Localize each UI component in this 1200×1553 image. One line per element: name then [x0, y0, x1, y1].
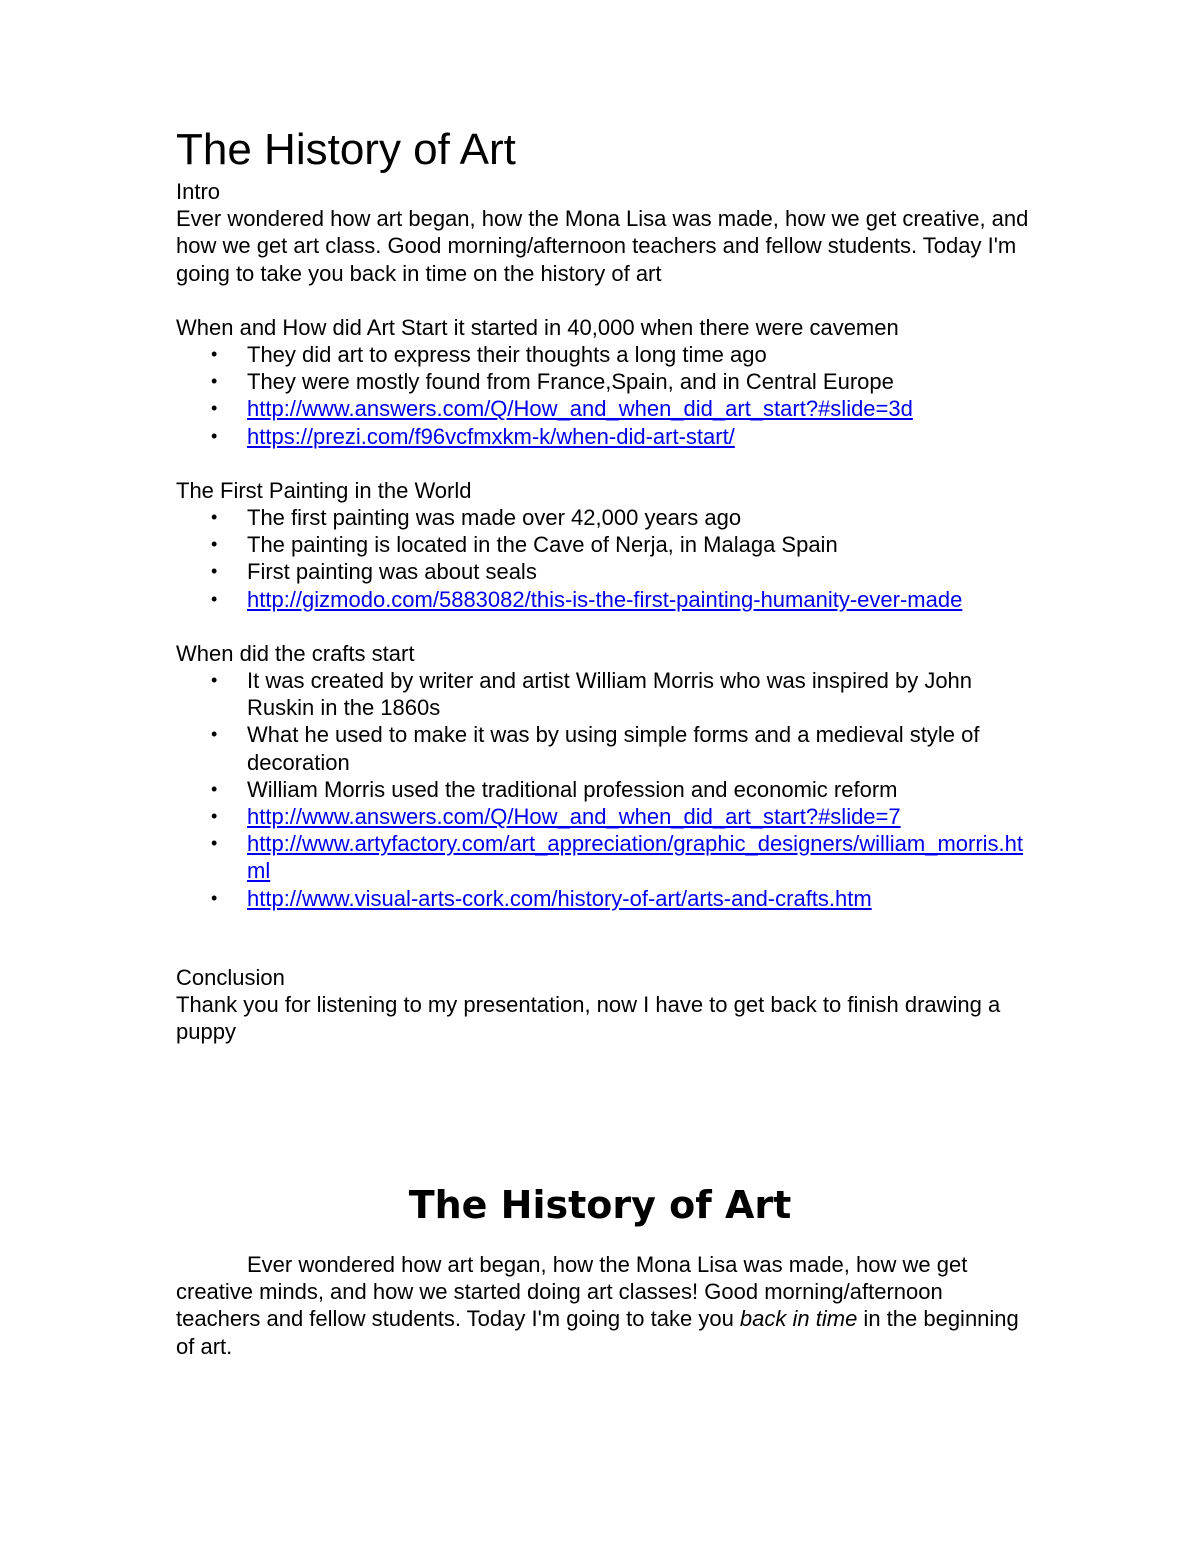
intro-heading: Intro: [176, 179, 221, 204]
bullet-icon: •: [211, 806, 218, 827]
list-item: [176, 558, 1036, 585]
list-item: [176, 341, 1036, 368]
document-body: [176, 120, 1036, 1045]
emphasis-text: back in time: [739, 1306, 858, 1332]
paragraph-text: in the beginning of art.: [176, 1306, 1019, 1359]
spacer: [176, 450, 1036, 477]
source-link[interactable]: http://www.answers.com/Q/How_and_when_did_art_start?#slide=7: [247, 804, 901, 830]
list-item: [176, 504, 1036, 531]
source-link[interactable]: https://prezi.com/f96vcfmxkm-k/when-did-art-start/: [247, 423, 735, 449]
bullet-icon: •: [211, 425, 218, 446]
list-item: [176, 830, 1036, 884]
source-link[interactable]: http://www.artyfactory.com/art_appreciation/graphic_designers/william_morris.html: [247, 831, 1024, 884]
list-item: [176, 531, 1036, 558]
document-title: The History of Art: [176, 125, 516, 174]
list-item: [176, 667, 1036, 721]
bullet-icon: •: [211, 778, 218, 799]
intro-text: Ever wondered how art began, how the Mona Lisa was made, how we get creative, and how we get art class. Good morning/afternoon teachers and fellow students. Today I'm going to take you back in time on the history of art: [176, 206, 1029, 286]
section-list-crafts: [176, 667, 1036, 912]
paragraph-text: Ever wondered how art began, how the Mona Lisa was made, how we get creative minds, and how we started doing art classes! Good morning/afternoon teachers and fellow students. Today I'm going to take you: [176, 1252, 968, 1332]
bullet-icon: •: [211, 833, 218, 854]
second-intro-paragraph: [176, 1251, 1026, 1360]
bullet-icon: •: [211, 507, 218, 528]
section-heading-crafts: When did the crafts start: [176, 640, 415, 666]
bullet-icon: •: [211, 561, 218, 582]
bullet-icon: •: [211, 371, 218, 392]
bullet-icon: •: [211, 344, 218, 365]
list-item: [176, 803, 1036, 830]
conclusion-text: Thank you for listening to my presentation, now I have to get back to finish drawing a puppy: [176, 992, 1001, 1045]
spacer: [176, 287, 1036, 314]
list-item: [176, 721, 1036, 775]
bullet-icon: •: [211, 398, 218, 419]
bullet-icon: •: [211, 534, 218, 555]
list-item: [176, 776, 1036, 803]
list-item-text: What he used to make it was by using simple forms and a medieval style of decoration: [247, 722, 980, 775]
bullet-icon: •: [211, 588, 218, 609]
list-item: [176, 885, 1036, 912]
list-item-text: They did art to express their thoughts a long time ago: [247, 342, 767, 368]
list-item: [176, 395, 1036, 422]
list-item-text: It was created by writer and artist William Morris who was inspired by John Ruskin in the 1860s: [247, 668, 973, 721]
section-list-art-start: [176, 341, 1036, 450]
bullet-icon: •: [211, 670, 218, 691]
section-heading-first-painting: The First Painting in the World: [176, 477, 472, 503]
section-heading-art-start: When and How did Art Start it started in 40,000 when there were cavemen: [176, 314, 899, 340]
list-item: [176, 423, 1036, 450]
bullet-icon: •: [211, 887, 218, 908]
spacer: [176, 613, 1036, 640]
source-link[interactable]: http://www.visual-arts-cork.com/history-of-art/arts-and-crafts.htm: [247, 885, 872, 911]
second-document-title: The History of Art: [408, 1183, 792, 1227]
list-item-text: They were mostly found from France,Spain, and in Central Europe: [247, 369, 894, 395]
source-link[interactable]: http://www.answers.com/Q/How_and_when_did_art_start?#slide=3d: [247, 396, 913, 422]
list-item: [176, 368, 1036, 395]
list-item-text: The first painting was made over 42,000 years ago: [247, 505, 742, 531]
bullet-icon: •: [211, 724, 218, 745]
spacer: [176, 912, 1036, 964]
section-list-first-painting: [176, 504, 1036, 613]
list-item-text: First painting was about seals: [247, 559, 537, 585]
list-item-text: William Morris used the traditional profession and economic reform: [247, 776, 898, 802]
list-item: [176, 586, 1036, 613]
source-link[interactable]: http://gizmodo.com/5883082/this-is-the-first-painting-humanity-ever-made: [247, 586, 963, 612]
conclusion-heading: Conclusion: [176, 964, 285, 990]
list-item-text: The painting is located in the Cave of Nerja, in Malaga Spain: [247, 532, 838, 558]
